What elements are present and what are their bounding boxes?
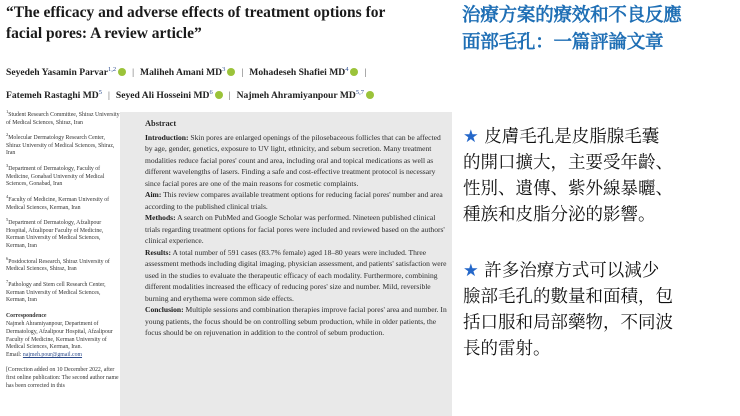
author-name: Seyedeh Yasamin Parvar	[6, 67, 108, 79]
author-affil-sup: 5,7	[355, 89, 364, 97]
affiliation-sup: 2	[6, 132, 9, 138]
author-name: Maliheh Amani MD	[140, 67, 223, 79]
abstract-section	[145, 189, 448, 212]
affiliation-item	[6, 193, 120, 212]
abstract-text: A total number of 591 cases (83.7% female) aged 18–80 years were included. Three assessment methods including digital imaging, physician assessment, and patients' satisfaction were used in the studies to evaluate the therapeutic efficacy of each modality. Furthermore, combining different modalities increased the efficacy of reducing pores' size and number. Mild, reversible burning and erythema were common side effects.	[145, 247, 447, 303]
affiliation-item	[6, 216, 120, 250]
affiliations-column	[6, 108, 120, 390]
abstract-text: A search on PubMed and Google Scholar was performed. Nineteen published clinical trials regarding treatment options for facial pores were included and reviewed based on the authors' clinical experience.	[145, 213, 445, 245]
bullet-line: 的開口擴大，主要受年齡、	[463, 153, 673, 173]
email-label: Email:	[6, 351, 22, 358]
bullet-point	[463, 124, 733, 228]
abstract-text: Multiple sessions and combination therapies improve facial pores' area and number. In young patients, the focus should be on controlling sebum production, while in older patients, the focus should be on rejuvenation in addition to the control of sebum production.	[145, 305, 447, 337]
author-affil-sup: 4	[345, 66, 349, 73]
bullet-line: 長的雷射。	[463, 339, 551, 359]
affiliation-item	[6, 255, 120, 274]
author-affil-sup: 5	[98, 89, 102, 97]
star-icon: ★	[463, 261, 479, 281]
affiliation-sup: 4	[6, 194, 9, 200]
author-name: Najmeh Ahramiyanpour MD	[236, 90, 356, 102]
paper-title	[6, 2, 446, 44]
abstract-section	[145, 212, 448, 247]
abstract-label: Aim:	[145, 190, 162, 199]
orcid-icon	[118, 68, 126, 76]
star-icon: ★	[463, 127, 479, 147]
author-list	[6, 60, 452, 106]
correspondence-body: Najmeh Ahramiyanpour, Department of Dermatology, Afzalipour Hospital, Afzalipour Faculty of Medicine, Kerman University of Medical Sciences, Kerman, Iran.	[6, 321, 113, 351]
correction-note: [Correction added on 10 December 2022, after first online publication: The second author name has been corrected in this	[6, 367, 119, 389]
bullet-text: 許多治療方式可以減少	[478, 261, 660, 281]
author-name: Mohadeseh Shafiei MD	[249, 67, 346, 79]
bullet-line: 種族和皮脂分泌的影響。	[463, 205, 656, 225]
abstract-text: This review compares available treatment options for reducing facial pores' number and area according to the published clinical trials.	[145, 190, 443, 211]
abstract-section	[145, 304, 448, 339]
affiliation-sup: 6	[6, 255, 9, 261]
author-separator: |	[228, 90, 231, 102]
abstract-label: Conclusion:	[145, 305, 184, 314]
slide-heading-line: 面部毛孔：一篇評論文章	[462, 32, 664, 53]
orcid-icon	[215, 91, 223, 99]
paper-title-line: facial pores: A review article”	[6, 25, 202, 42]
author-affil-sup: 6	[209, 89, 213, 97]
paper-title-line: “The efficacy and adverse effects of treatment options for	[6, 4, 386, 21]
correspondence-heading: Correspondence	[6, 312, 47, 319]
slide-heading-line: 治療方案的療效和不良反應	[462, 5, 682, 26]
abstract-label: Results:	[145, 247, 171, 257]
affiliation-text: Molecular Dermatology Research Center, Shiraz University of Medical Sciences, Shiraz, Iran	[6, 135, 115, 157]
abstract-section	[145, 132, 448, 190]
author-row	[6, 83, 452, 106]
correspondence-text	[6, 321, 120, 359]
bullet-line	[463, 124, 733, 150]
affiliation-sup: 5	[6, 217, 9, 223]
author-affil-sup: 3	[222, 66, 226, 73]
author-separator: |	[364, 67, 367, 79]
affiliation-text: Pathology and Stem cell Research Center, Kerman University of Medical Sciences, Kerman, Iran	[6, 282, 106, 304]
affiliation-text: Department of Dermatology, Faculty of Medicine, Gonabad University of Medical Sciences, Gonabad, Iran	[6, 166, 105, 188]
abstract-label: Methods:	[145, 213, 176, 222]
bullet-text: 皮膚毛孔是皮脂腺毛囊	[478, 127, 660, 147]
bullet-line	[463, 258, 733, 284]
affiliation-text: Department of Dermatology, Afzalipour Hospital, Afzalipour Faculty of Medicine, Kerman University of Medical Sciences, Kerman, Iran	[6, 220, 104, 250]
slide-heading	[462, 2, 738, 56]
abstract-label: Introduction:	[145, 132, 189, 142]
bullet-line: 括口服和局部藥物，不同波	[463, 313, 673, 333]
author-row	[6, 60, 452, 83]
orcid-icon	[366, 91, 374, 99]
abstract-section	[145, 247, 448, 305]
author-affil-sup: 1,2	[107, 66, 117, 73]
author-name: Seyed Ali Hosseini MD	[115, 90, 210, 102]
affiliation-text: Postdoctoral Research, Shiraz University of Medical Sciences, Shiraz, Iran	[6, 258, 110, 273]
affiliation-item	[6, 278, 120, 305]
author-separator: |	[132, 67, 135, 79]
abstract-heading: Abstract	[145, 119, 177, 128]
affiliation-sup: 3	[6, 163, 9, 169]
author-name: Fatemeh Rastaghi MD	[6, 90, 99, 102]
affiliation-item	[6, 131, 120, 158]
affiliation-sup: 7	[6, 279, 9, 285]
bullet-line: 性別、遺傳、紫外線暴曬、	[463, 179, 673, 199]
correspondence-email-link[interactable]: najmeh.pour@gmail.com	[22, 351, 83, 358]
affiliation-text: Faculty of Medicine, Kerman University of Medical Sciences, Kerman, Iran	[6, 197, 110, 211]
affiliation-item	[6, 108, 120, 127]
author-separator: |	[241, 67, 244, 79]
affiliation-text: Student Research Committee, Shiraz University of Medical Sciences, Shiraz, Iran	[6, 111, 120, 126]
author-separator: |	[107, 90, 110, 102]
affiliation-sup: 1	[6, 109, 9, 114]
abstract-box	[120, 112, 452, 416]
affiliation-item	[6, 162, 120, 189]
bullet-point	[463, 258, 733, 362]
bullet-line: 臉部毛孔的數量和面積，包	[463, 287, 673, 307]
abstract-text: Skin pores are enlarged openings of the pilosebaceous follicles that can be affected by age, gender, genetics, exposure to UV light, ethnicity, and sebum secretion. Many treatment modalities reduce facial pores' count and area, including oral and topical medications as well as different wavelengths of lasers. Finding a safe and cost-effective treatment protocol is necessary since facial pores are one of the main reasons for cosmetic complaints.	[145, 132, 441, 188]
